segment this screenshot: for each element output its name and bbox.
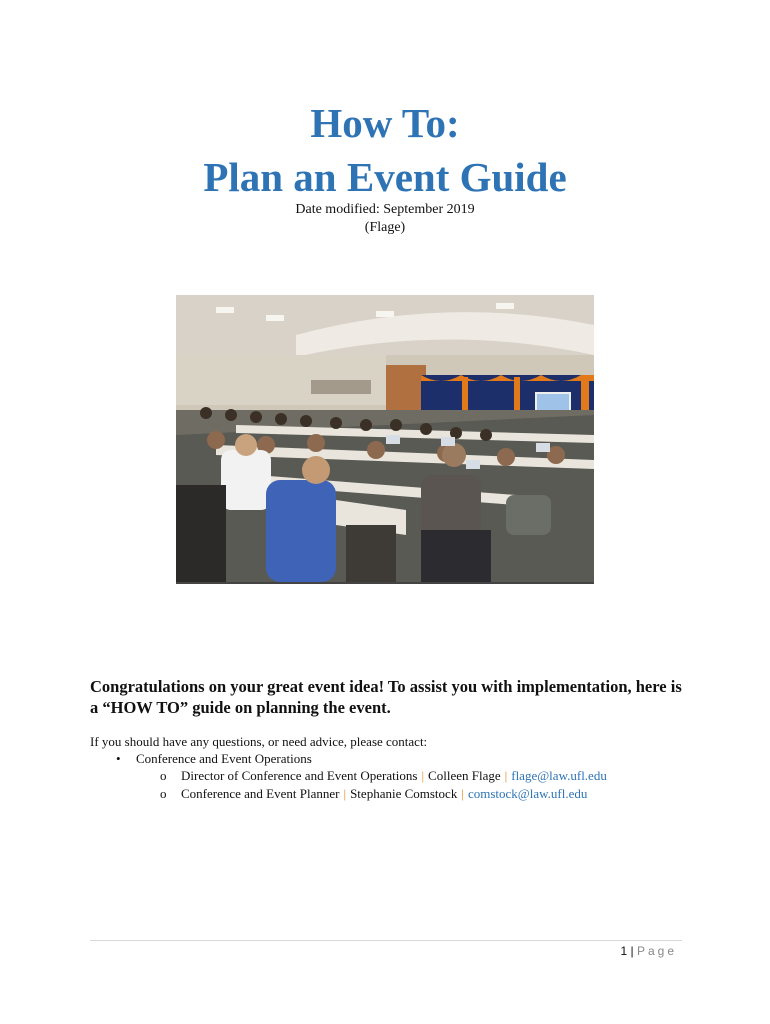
conference-photo-illustration — [176, 295, 594, 582]
conference-photo — [176, 295, 594, 584]
page-number: 1 — [620, 944, 628, 958]
separator: | — [461, 786, 464, 801]
separator: | — [343, 786, 347, 801]
bullet-symbol: • — [116, 751, 121, 766]
list-item-label: Conference and Event Operations — [136, 751, 312, 766]
contact-item — [160, 785, 587, 802]
contact-role: Director of Conference and Event Operations — [181, 768, 418, 783]
intro-text: If you should have any questions, or need advice, please contact: — [90, 734, 428, 749]
document-title-line-1: How To: — [310, 100, 460, 146]
document-title-line-2: Plan an Event Guide — [203, 154, 567, 200]
section-heading: Congratulations on your great event idea! To assist you with implementation, here is a “HOW TO” guide on planning the event. — [90, 677, 682, 717]
page-footer — [620, 943, 677, 959]
author: (Flage) — [364, 220, 406, 235]
contact-item — [160, 767, 607, 784]
date-modified: Date modified: September 2019 — [295, 202, 475, 217]
sub-bullet-symbol: o — [160, 786, 167, 801]
email-link[interactable]: flage@law.ufl.edu — [511, 768, 607, 783]
separator: | — [421, 768, 425, 783]
footer-separator: | — [630, 944, 634, 958]
page-label: Page — [636, 944, 677, 958]
contact-role: Conference and Event Planner — [181, 786, 340, 801]
email-link[interactable]: comstock@law.ufl.edu — [467, 786, 588, 801]
contact-name: Colleen Flage — [428, 768, 501, 783]
footer-divider — [90, 940, 682, 941]
contact-name: Stephanie Comstock — [350, 786, 458, 801]
separator: | — [504, 768, 508, 783]
sub-bullet-symbol: o — [160, 768, 167, 783]
